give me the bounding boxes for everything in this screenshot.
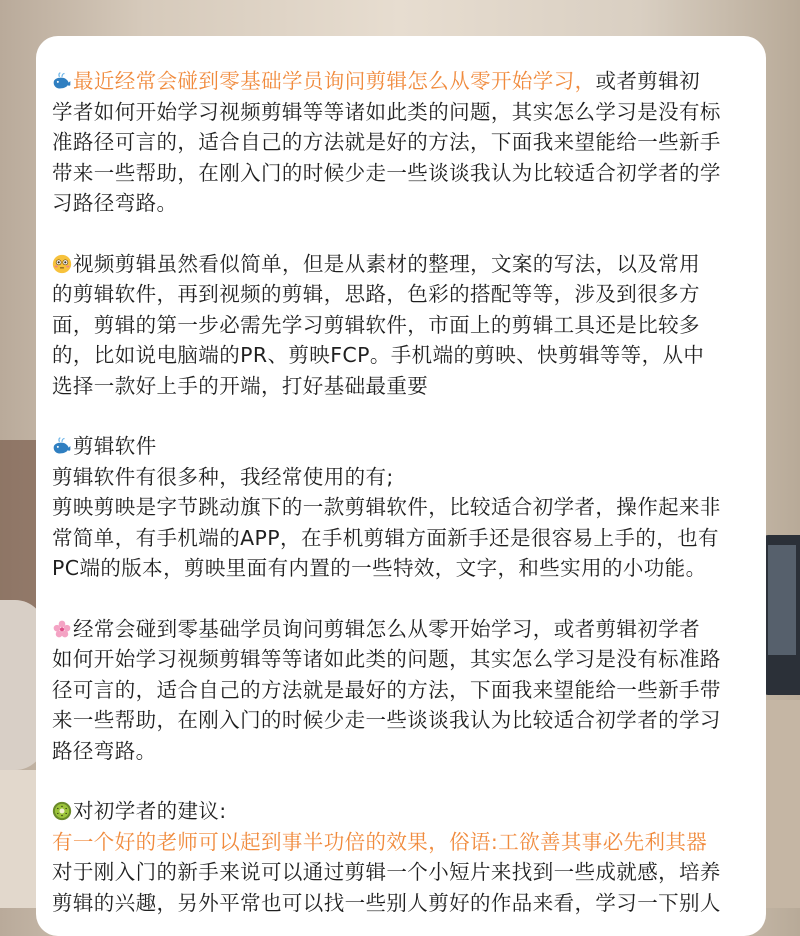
text-line: 经常会碰到零基础学员询问剪辑怎么从零开始学习，或者剪辑初学者 bbox=[52, 614, 746, 645]
text-line: 最近经常会碰到零基础学员询问剪辑怎么从零开始学习，或者剪辑初 bbox=[52, 66, 746, 97]
background-photo-right-lower bbox=[764, 700, 800, 908]
paragraph-beginner-advice bbox=[52, 796, 746, 918]
whale-icon bbox=[52, 436, 72, 456]
text-line: 的剪辑软件，再到视频的剪辑，思路，色彩的搭配等等，涉及到很多方 bbox=[52, 282, 700, 306]
text-card bbox=[36, 36, 766, 936]
text-line: 的，比如说电脑端的PR、剪映FCP。手机端的剪映、快剪辑等等，从中 bbox=[52, 343, 705, 367]
text-line: 来一些帮助，在刚入门的时候少走一些谈谈我认为比较适合初学者的学习 bbox=[52, 708, 721, 732]
text-line: 带来一些帮助，在刚入门的时候少走一些谈谈我认为比较适合初学者的学 bbox=[52, 160, 721, 185]
text-line: 对于刚入门的新手来说可以通过剪辑一个小短片来找到一些成就感，培养 bbox=[52, 860, 721, 884]
text-line: 路径弯路。 bbox=[52, 738, 157, 763]
text-line: 学者如何开始学习视频剪辑等等诸如此类的问题，其实怎么学习是没有标 bbox=[52, 99, 721, 124]
background-monitor-screen bbox=[768, 545, 796, 655]
text-line: 剪映剪映是字节跳动旗下的一款剪辑软件，比较适合初学者，操作起来非 bbox=[52, 495, 721, 519]
paragraph-editing-software bbox=[52, 431, 746, 584]
kiwi-icon bbox=[52, 801, 72, 821]
highlight-text: 最近经常会碰到零基础学员询问剪辑怎么从零开始学习， bbox=[73, 69, 596, 93]
text-line: 径可言的，适合自己的方法就是最好的方法，下面我来望能给一些新手带 bbox=[52, 677, 721, 702]
text-line: 面，剪辑的第一步必需先学习剪辑软件，市面上的剪辑工具还是比较多 bbox=[52, 312, 700, 337]
background-photo-bottom-left bbox=[0, 770, 40, 908]
highlight-text: 有一个好的老师可以起到事半功倍的效果，俗语:工欲善其事必先利其器 bbox=[52, 829, 708, 854]
section-heading: 剪辑软件 bbox=[52, 431, 746, 462]
section-heading: 对初学者的建议: bbox=[52, 796, 746, 827]
flushed-face-icon bbox=[52, 254, 72, 274]
text-line: 剪辑的兴趣，另外平常也可以找一些别人剪好的作品来看，学习一下别人 bbox=[52, 890, 721, 915]
text-line: 剪辑软件有很多种，我经常使用的有; bbox=[52, 464, 394, 489]
text-line: PC端的版本，剪映里面有内置的一些特效，文字，和些实用的小功能。 bbox=[52, 556, 707, 580]
paragraph-intro bbox=[52, 66, 746, 219]
cherry-blossom-icon bbox=[52, 619, 72, 639]
text-line: 准路径可言的，适合自己的方法就是好的方法，下面我来望能给一些新手 bbox=[52, 130, 721, 154]
text-line: 选择一款好上手的开端，打好基础最重要 bbox=[52, 373, 429, 398]
text-line: 习路径弯路。 bbox=[52, 191, 178, 215]
paragraph-repeat-intro bbox=[52, 614, 746, 767]
whale-icon bbox=[52, 71, 72, 91]
paragraph-editing-overview bbox=[52, 249, 746, 402]
text-line: 如何开始学习视频剪辑等等诸如此类的问题，其实怎么学习是没有标准路 bbox=[52, 647, 721, 671]
text-line: 常简单，有手机端的APP，在手机剪辑方面新手还是很容易上手的，也有 bbox=[52, 525, 719, 550]
text-line: 视频剪辑虽然看似简单，但是从素材的整理，文案的写法，以及常用 bbox=[52, 249, 746, 280]
